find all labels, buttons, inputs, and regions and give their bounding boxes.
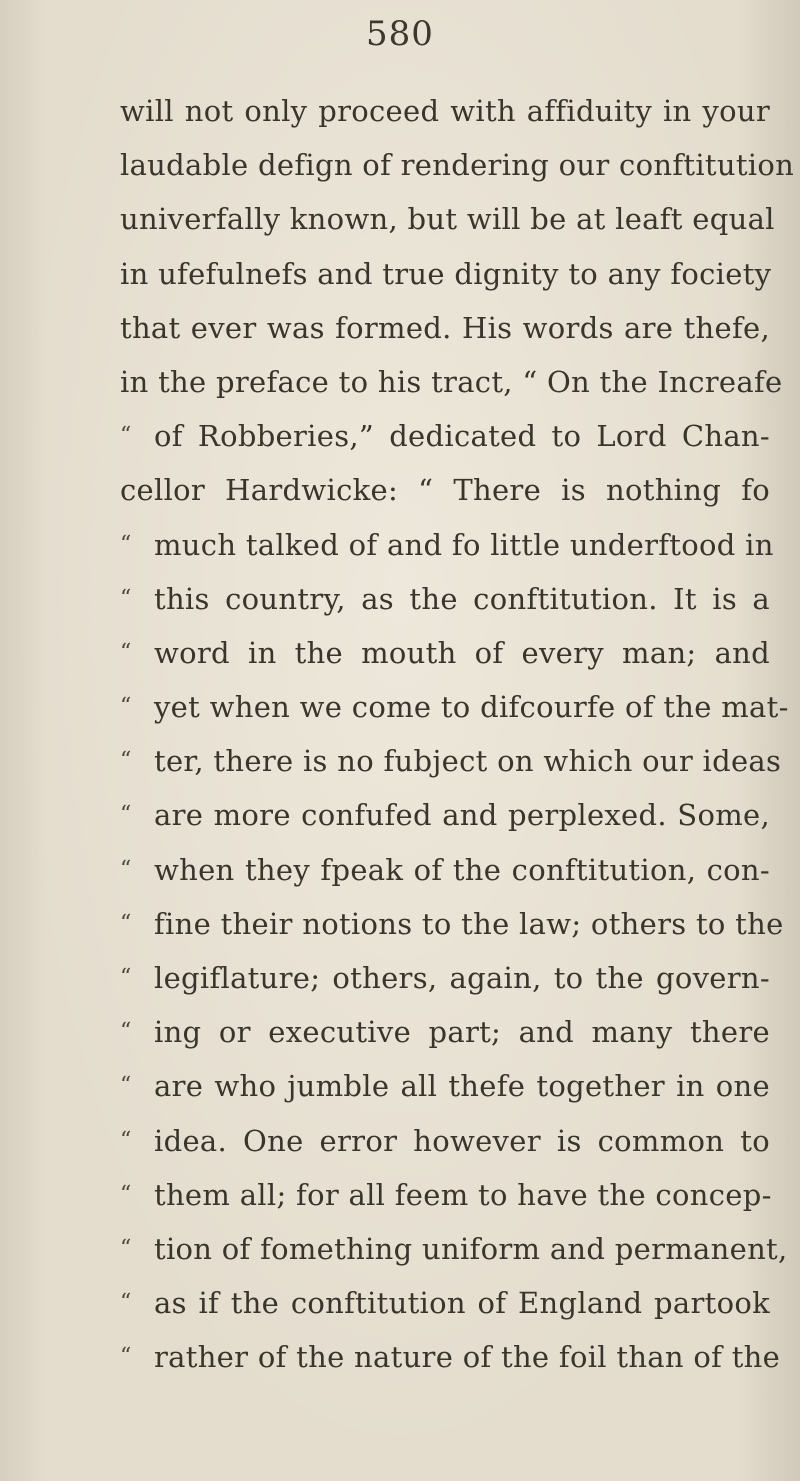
quote-mark: “ [120, 1344, 132, 1370]
text-line-1: will not only proceed with affiduity in your [120, 94, 770, 128]
page-number: 580 [366, 14, 434, 54]
quote-mark: “ [120, 531, 132, 557]
quote-mark: “ [120, 856, 132, 882]
quote-mark: “ [120, 1019, 132, 1045]
quote-mark: “ [120, 694, 132, 720]
text-line-9: “ much talked of and fo little underftood in [120, 518, 770, 572]
text-line-14: “ are more confufed and perplexed. Some, [120, 788, 770, 842]
quote-mark: “ [120, 1181, 132, 1207]
text-line-13: “ ter, there is no fubject on which our ideas [120, 734, 770, 788]
text-line-22: “ tion of fomething uniform and permanent, [120, 1222, 770, 1276]
text-line-7: “ of Robberies,” dedicated to Lord Chan- [120, 409, 770, 463]
text-line-4: in ufefulnefs and true dignity to any fociety [120, 256, 772, 291]
text-line-15: “ when they fpeak of the conftitution, con- [120, 843, 770, 897]
quote-mark: “ [120, 1235, 132, 1261]
text-line-24: “ rather of the nature of the foil than of the [120, 1330, 770, 1384]
quote-mark: “ [120, 965, 132, 990]
text-line-23: “ as if the conftitution of England partook [120, 1276, 770, 1330]
quote-mark: “ [120, 1073, 132, 1099]
body-text [120, 84, 795, 1385]
text-line-12: “ yet when we come to difcourfe of the mat- [120, 680, 770, 734]
text-line-6: in the preface to his tract, “ On the Increafe [120, 364, 783, 399]
quote-mark: “ [120, 1290, 132, 1316]
quote-mark: “ [120, 1127, 132, 1153]
text-line-20: “ idea. One error however is common to [120, 1114, 770, 1168]
text-line-17: “ legiflature; others, again, to the govern- [120, 951, 770, 1005]
text-line-18: “ ing or executive part; and many there [120, 1005, 770, 1059]
text-line-16: “ fine their notions to the law; others to the [120, 897, 770, 951]
text-line-5: that ever was formed. His words are thefe, [120, 310, 770, 345]
text-line-10: “ this country, as the conftitution. It is a [120, 572, 770, 626]
quote-mark: “ [120, 585, 132, 611]
text-line-11: “ word in the mouth of every man; and [120, 626, 770, 680]
quote-mark: “ [120, 802, 132, 828]
quote-mark: “ [120, 639, 132, 665]
text-line-2: laudable defign of rendering our conftitution [120, 148, 795, 183]
text-line-3: univerfally known, but will be at leaft equal [120, 202, 775, 237]
text-line-19: “ are who jumble all thefe together in one [120, 1059, 770, 1113]
text-line-8: cellor Hardwicke: “ There is nothing fo [120, 473, 770, 508]
text-line-21: “ them all; for all feem to have the concep- [120, 1168, 770, 1222]
quote-mark: “ [120, 423, 132, 449]
quote-mark: “ [120, 748, 132, 774]
quote-mark: “ [120, 910, 132, 936]
